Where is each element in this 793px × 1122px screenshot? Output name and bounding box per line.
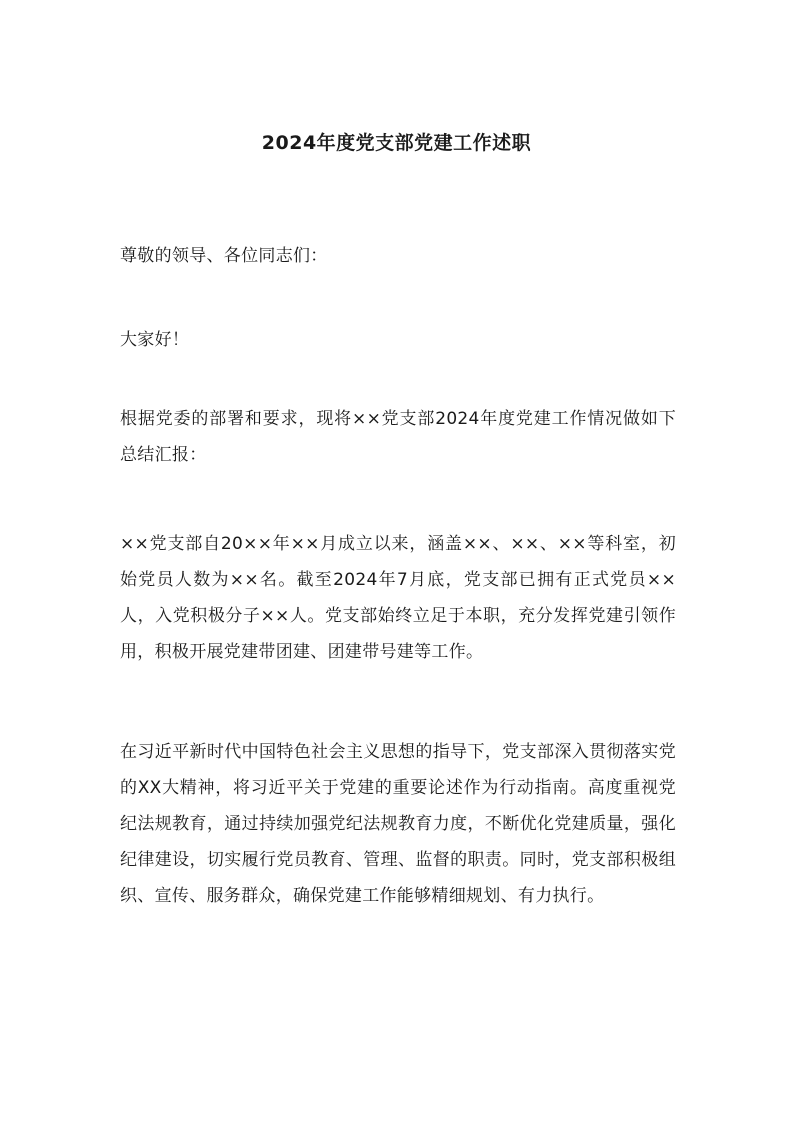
salutation-paragraph: 尊敬的领导、各位同志们： [120,246,328,266]
document-title: 2024年度党支部党建工作述职 [261,132,532,154]
overview-paragraph: ××党支部自20××年××月成立以来，涵盖××、××、××等科室，初始党员人数为××名。截至2024年7月底，党支部已拥有正式党员××人，入党积极分子××人。党支部始终立足于本职，充分发挥党建引领作用，积极开展党建带团建、团建带号建等工作。 [120,534,676,662]
greeting-paragraph: 大家好！ [120,330,190,350]
intro-paragraph: 根据党委的部署和要求，现将××党支部2024年度党建工作情况做如下总结汇报： [120,409,676,465]
guidance-paragraph: 在习近平新时代中国特色社会主义思想的指导下，党支部深入贯彻落实党的XX大精神，将习近平关于党建的重要论述作为行动指南。高度重视党纪法规教育，通过持续加强党纪法规教育力度，不断优化党建质量，强化纪律建设，切实履行党员教育、管理、监督的职责。同时，党支部积极组织、宣传、服务群众，确保党建工作能够精细规划、有力执行。 [120,742,676,906]
